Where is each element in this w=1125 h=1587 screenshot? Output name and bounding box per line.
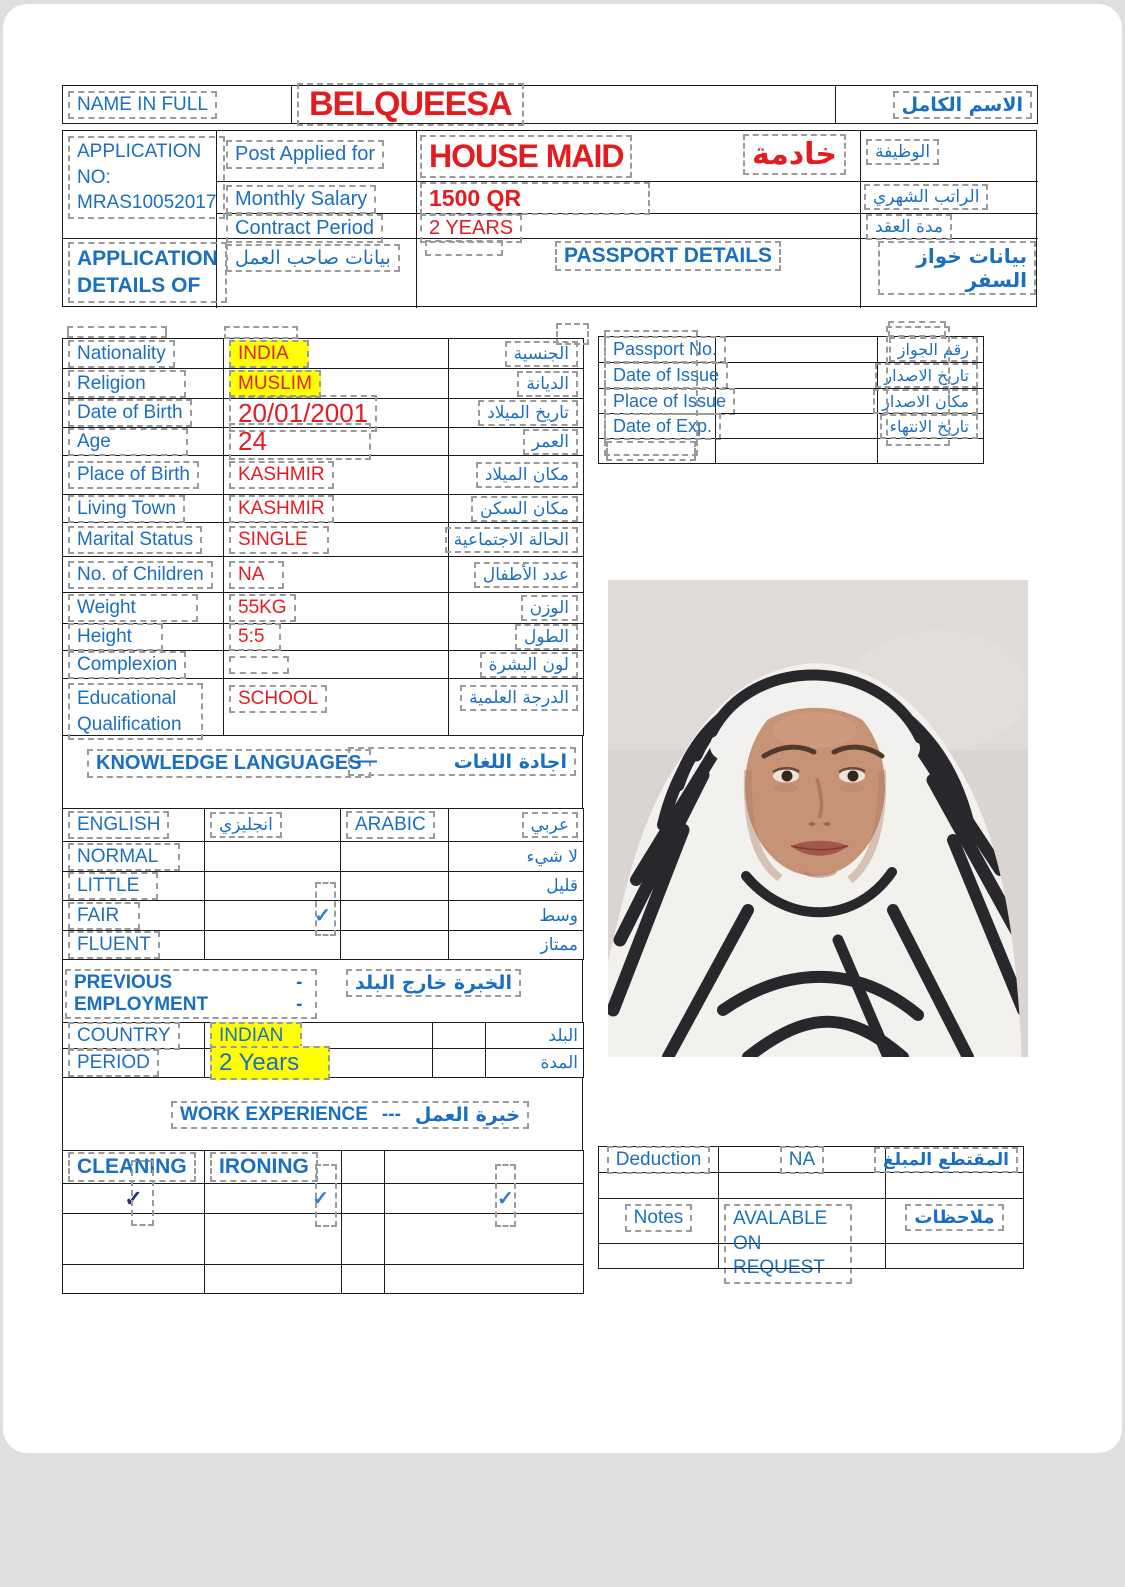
level-little-label-ar: قليل (546, 876, 578, 896)
country-extra-cell (433, 1023, 486, 1049)
name-in-full-cell (63, 86, 292, 124)
monthly-salary-value: 1500 QR (420, 182, 650, 215)
post-value-cell (420, 135, 632, 178)
date-of-issue-label-ar: تاريخ الاصدار (875, 363, 978, 388)
work-header-extra-cell (342, 1151, 385, 1184)
no-of-children-value: NA (229, 561, 284, 589)
religion-label-ar: الديانة (517, 371, 578, 397)
country-period-table (62, 1022, 584, 1078)
deduction-notes-table (598, 1146, 1024, 1279)
annotation-box (315, 882, 336, 936)
date-of-exp-value-cell (716, 414, 878, 439)
ironing-checkmark: ✓ (312, 1188, 329, 1210)
knowledge-languages-title-ar: اجادة اللغات (453, 750, 567, 773)
notes-value: AVALABLE ON REQUEST (724, 1204, 852, 1284)
educational-qualification-label: Educational Qualification (68, 683, 203, 740)
post-applied-label-ar: الوظيفة (866, 139, 939, 165)
knowledge-languages-band (62, 735, 583, 808)
marital-status-label: Marital Status (68, 526, 202, 554)
place-of-issue-label: Place of Issue (604, 388, 735, 415)
level-fair-label-ar: وسط (539, 905, 578, 926)
religion-label: Religion (68, 370, 186, 398)
applicant-photo-illustration (608, 580, 1028, 1057)
name-in-full-label-ar: الاسم الكامل (893, 91, 1032, 119)
salary-value-cell (420, 182, 650, 215)
age-label: Age (68, 428, 188, 456)
annotation-box (604, 330, 698, 456)
date-of-issue-label: Date of Issue (604, 362, 728, 389)
height-label-ar: الطول (515, 624, 578, 650)
nationality-label: Nationality (68, 340, 175, 368)
name-in-full-arabic-cell (836, 86, 1038, 124)
annotation-box (425, 240, 503, 256)
knowledge-languages-title-ar-box (348, 747, 576, 776)
arabic-header-ar: عربي (522, 812, 578, 838)
nationality-value: INDIA (229, 340, 309, 368)
contract-period-label: Contract Period (226, 214, 383, 243)
no-of-children-label: No. of Children (68, 561, 213, 589)
annotation-box (886, 326, 950, 446)
contract-period-label-ar: مدة العقد (866, 214, 952, 240)
date-of-issue-value-cell (716, 363, 878, 389)
educational-qualification-value: SCHOOL (229, 685, 327, 713)
applicant-photo (608, 580, 1028, 1057)
post-label-arabic-cell (866, 139, 939, 165)
passport-no-label-ar: رقم الجواز (889, 337, 978, 362)
work-check-extra-cell (342, 1184, 385, 1214)
normal-arabic-cell (341, 842, 449, 872)
passport-no-label: Passport No. (604, 336, 726, 363)
post-applied-cell (226, 140, 384, 169)
contract-period-cell (226, 214, 383, 243)
name-table (62, 85, 1038, 124)
annotation-box (224, 326, 298, 339)
cleaning-checkmark: ✓ (124, 1185, 143, 1211)
previous-employment-band (62, 959, 583, 1022)
work-experience-separator: --- (381, 1104, 401, 1125)
level-little-label: LITTLE (68, 872, 158, 900)
arabic-header: ARABIC (346, 811, 435, 839)
level-fluent-label: FLUENT (68, 931, 160, 959)
weight-label-ar: الوزن (521, 595, 578, 621)
application-details-of-cell (68, 242, 216, 303)
application-table (62, 130, 1037, 307)
marital-status-value: SINGLE (229, 526, 329, 554)
post-applied-label: Post Applied for (226, 140, 384, 169)
annotation-box (67, 326, 167, 338)
annotation-box (495, 1164, 516, 1227)
deduction-value: NA (780, 1146, 824, 1174)
post-applied-value-ar: خادمة (743, 134, 846, 175)
place-of-issue-label-ar: مكان الاصدار (873, 389, 978, 414)
date-of-birth-label-ar: تاريخ الميلاد (478, 400, 578, 426)
previous-employment-title-ar: الخبرة خارج البلد (355, 972, 512, 994)
post-value-arabic-cell (743, 134, 846, 175)
previous-employment-separator: -- (296, 972, 303, 1015)
passport-details-cell (483, 241, 853, 271)
level-normal-label: NORMAL (68, 843, 180, 871)
complexion-value-empty (229, 656, 289, 674)
religion-value: MUSLIM (229, 370, 321, 398)
weight-label: Weight (68, 594, 198, 622)
nationality-label-ar: الجنسية (505, 341, 578, 367)
applicant-name: BELQUEESA (297, 83, 524, 126)
personal-details-table (62, 338, 584, 736)
contract-value-cell (420, 214, 522, 243)
fluent-arabic-cell (341, 931, 449, 960)
place-of-birth-label-ar: مكان الميلاد (476, 462, 578, 488)
place-of-issue-value-cell (716, 389, 878, 414)
application-no-cell (68, 136, 217, 219)
date-of-exp-label: Date of Exp. (604, 413, 721, 440)
date-of-exp-label-ar: تاريخ الانتهاء (880, 414, 978, 439)
passport-no-value-cell (716, 337, 878, 363)
height-value: 5:5 (229, 623, 281, 651)
fair-english-checkmark: ✓ (314, 905, 331, 927)
complexion-label: Complexion (68, 651, 186, 679)
period-label-ar: المدة (540, 1053, 578, 1073)
country-label: COUNTRY (68, 1022, 180, 1050)
living-town-label: Living Town (68, 495, 185, 523)
educational-qualification-label-ar: الدرجة العلمية (460, 685, 578, 711)
passport-details-title-ar: بيانات خواز السفر (878, 241, 1036, 295)
previous-employment-title: PREVIOUS EMPLOYMENT (74, 972, 209, 1015)
country-value: INDIAN (210, 1022, 302, 1050)
place-of-birth-label: Place of Birth (68, 461, 199, 489)
english-header: ENGLISH (68, 811, 169, 839)
notes-label-ar: ملاحظات (905, 1204, 1003, 1231)
previous-employment-title-ar-box (346, 969, 521, 997)
period-value: 2 Years (210, 1046, 330, 1080)
passport-details-title: PASSPORT DETAILS (555, 241, 781, 271)
annotation-box (556, 323, 589, 345)
work-experience-title: WORK EXPERIENCE (180, 1104, 368, 1125)
contract-label-arabic-cell (866, 214, 952, 240)
divider (860, 131, 861, 308)
country-label-ar: البلد (548, 1025, 578, 1046)
cleaning-header: CLEANING (68, 1152, 196, 1182)
date-of-birth-label: Date of Birth (68, 399, 192, 427)
height-label: Height (68, 623, 163, 651)
annotation-box (315, 1164, 337, 1227)
application-details-of-label: APPLICATION DETAILS OF (68, 242, 227, 303)
little-arabic-cell (341, 872, 449, 901)
work-experience-band (62, 1077, 583, 1150)
date-of-birth-value: 20/01/2001 (229, 395, 377, 432)
age-value: 24 (229, 423, 371, 460)
deduction-label-ar: المقتطع المبلغ (874, 1147, 1018, 1173)
name-in-full-label: NAME IN FULL (68, 91, 217, 119)
complexion-label-ar: لون البشرة (480, 652, 578, 678)
passport-details-arabic-cell (878, 241, 1036, 295)
previous-employment-title-box (65, 969, 317, 1019)
details-of-arabic-cell (226, 244, 400, 272)
contract-period-value: 2 YEARS (420, 214, 522, 243)
application-details-of-label-ar: بيانات صاحب العمل (226, 244, 400, 272)
living-town-value: KASHMIR (229, 495, 334, 523)
salary-label-arabic-cell (864, 184, 988, 210)
place-of-birth-value: KASHMIR (229, 461, 334, 489)
living-town-label-ar: مكان السكن (471, 496, 578, 522)
post-applied-value: HOUSE MAID (420, 135, 632, 178)
fair-arabic-cell (341, 901, 449, 931)
ironing-header: IRONING (210, 1152, 318, 1182)
english-header-ar: انجليزي (210, 812, 282, 838)
monthly-salary-label: Monthly Salary (226, 185, 376, 214)
notes-label: Notes (625, 1204, 693, 1232)
normal-english-cell (205, 842, 341, 872)
deduction-label: Deduction (607, 1146, 711, 1174)
level-fluent-label-ar: ممتاز (540, 935, 578, 955)
monthly-salary-label-ar: الراتب الشهري (864, 184, 988, 210)
level-fair-label: FAIR (68, 902, 140, 930)
age-label-ar: العمر (523, 429, 578, 455)
annotation-box (131, 1160, 154, 1226)
weight-value: 55KG (229, 594, 296, 622)
third-checkmark: ✓ (497, 1188, 514, 1210)
level-normal-label-ar: لا شيء (526, 846, 578, 867)
period-label: PERIOD (68, 1049, 159, 1077)
applicant-name-cell (292, 86, 836, 124)
work-header-blank-cell (385, 1151, 584, 1184)
knowledge-languages-title: KNOWLEDGE LANGUAGES (87, 749, 371, 778)
no-of-children-label-ar: عدد الأطفال (474, 562, 578, 588)
knowledge-languages-separator: — (357, 750, 377, 772)
work-experience-title-ar: خبرة العمل (414, 1104, 521, 1126)
application-no: APPLICATION NO: MRAS10052017 (68, 136, 225, 219)
work-experience-title-box (171, 1101, 529, 1129)
monthly-salary-cell (226, 185, 376, 214)
period-extra-cell (433, 1049, 486, 1078)
divider (416, 131, 417, 308)
marital-status-label-ar: الحالة الاجتماعية (445, 527, 578, 553)
